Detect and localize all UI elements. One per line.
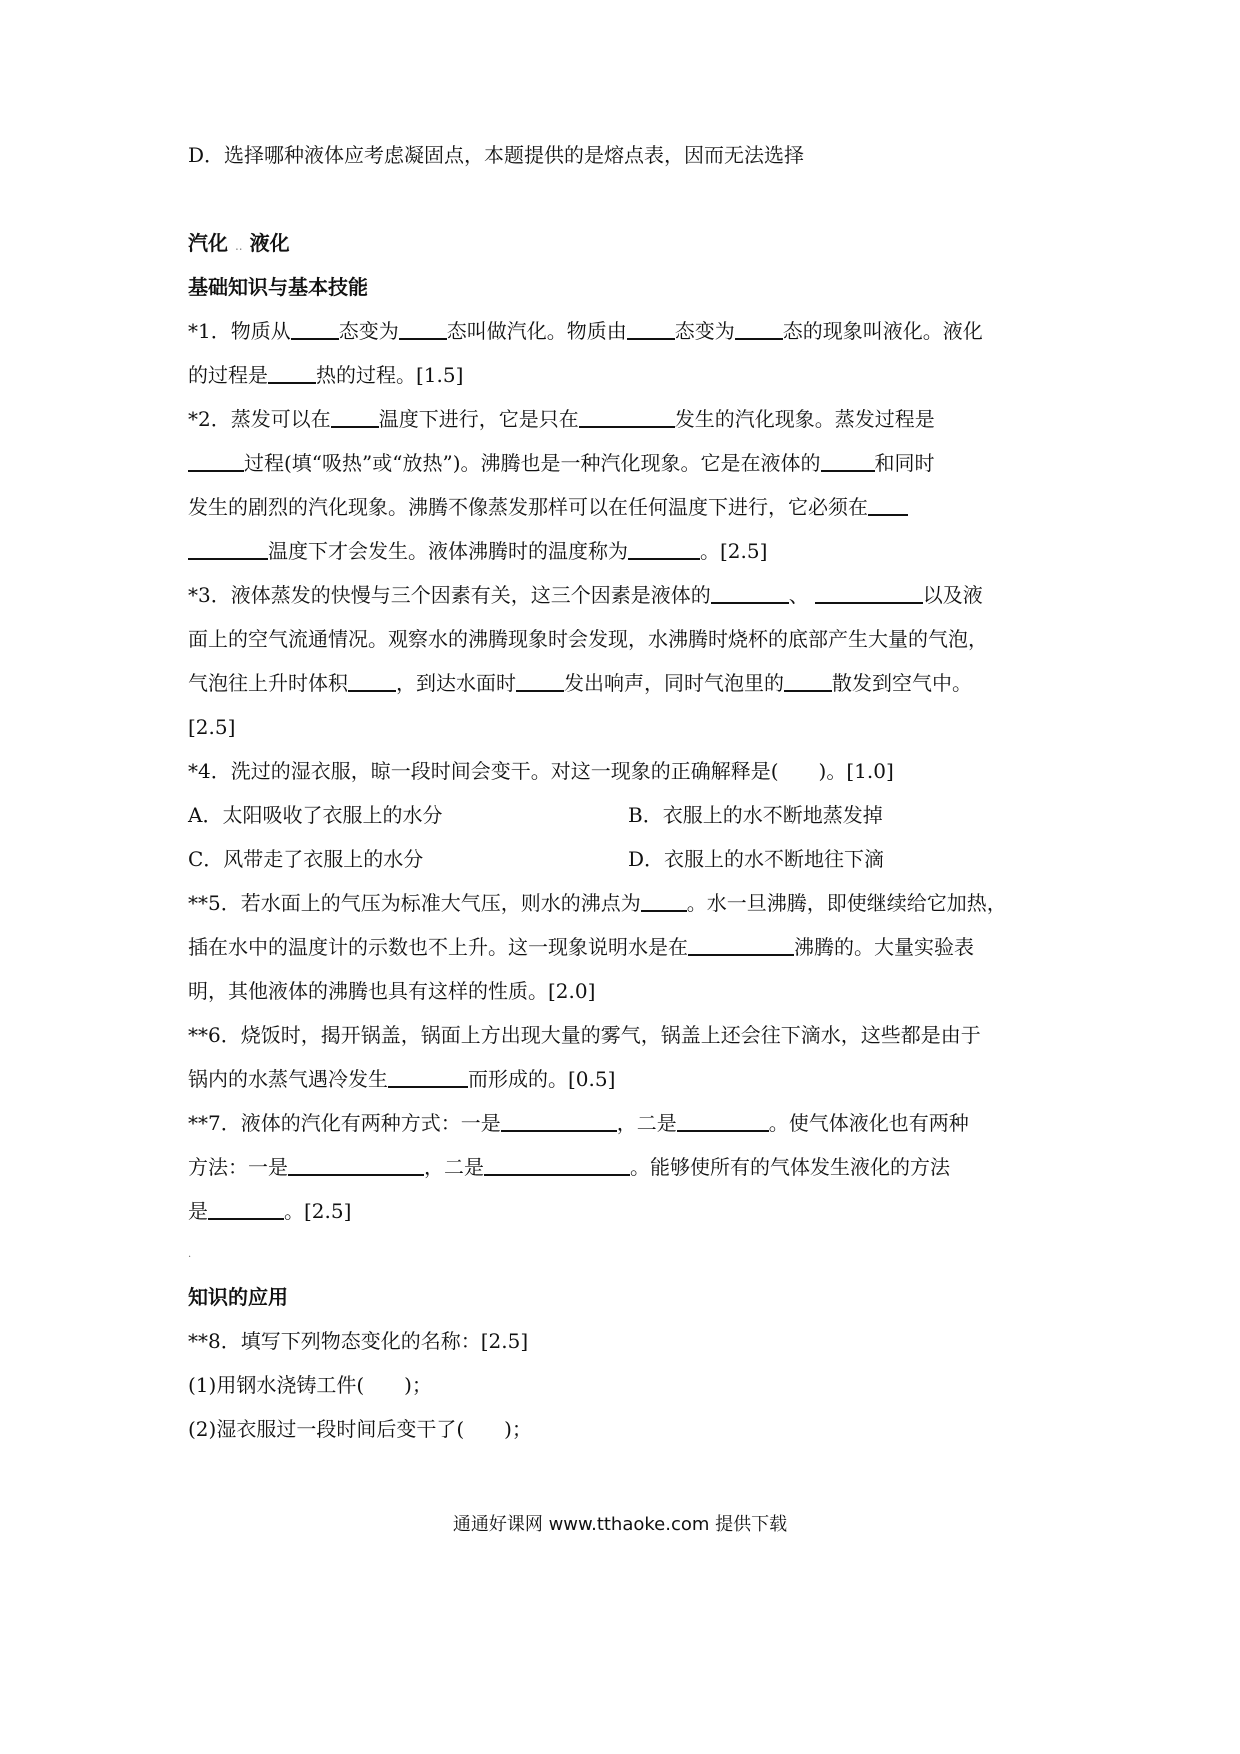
text-segment: [2.5]: [188, 715, 236, 739]
text-segment: 插在水中的温度计的示数也不上升。这一现象说明水是在: [188, 935, 688, 959]
answer-blank[interactable]: [331, 406, 379, 428]
text-segment: 发出响声，同时气泡里的: [564, 671, 784, 695]
text-segment: 。[2.5]: [700, 539, 768, 563]
answer-blank[interactable]: [579, 406, 675, 428]
question-8-item-2: [188, 1414, 532, 1444]
text-segment: *4．洗过的湿衣服，晾一段时间会变干。对这一现象的正确解释是( )。[1.0]: [188, 759, 894, 783]
answer-blank[interactable]: [288, 1154, 424, 1176]
text-segment: 沸腾的。大量实验表: [794, 935, 974, 959]
subsection-title-basic: [188, 272, 368, 302]
question-4-options-row-1: [188, 800, 1088, 830]
question-2-line-3: [188, 492, 908, 522]
page-footer: [0, 1510, 1240, 1536]
question-7-line-1: [188, 1108, 969, 1138]
question-5-line-1: [188, 888, 1007, 918]
question-5-line-2: [188, 932, 974, 962]
text-segment: 态变为: [338, 319, 399, 343]
question-1-line-2: [188, 360, 463, 390]
question-4-options-row-2: [188, 844, 1088, 874]
answer-blank[interactable]: [627, 318, 675, 340]
answer-blank[interactable]: [688, 934, 794, 956]
text-segment: 热的过程。[1.5]: [316, 363, 464, 387]
question-7-line-3: [188, 1196, 351, 1226]
question-5-line-3: [188, 976, 595, 1006]
text-segment: *2．蒸发可以在: [188, 407, 331, 431]
text-segment: 明，其他液体的沸腾也具有这样的性质。[2.0]: [188, 979, 596, 1003]
answer-blank[interactable]: [291, 318, 339, 340]
answer-blank[interactable]: [208, 1198, 284, 1220]
text-segment: 态变为: [674, 319, 735, 343]
answer-blank[interactable]: [784, 670, 832, 692]
subsection-text: 知识的应用: [188, 1285, 288, 1309]
section-title-part: 液化: [249, 231, 290, 255]
text-segment: .: [188, 1249, 192, 1260]
question-2-line-4: [188, 536, 767, 566]
text-segment: 锅内的水蒸气遇冷发生: [188, 1067, 388, 1091]
text-segment: 。[2.5]: [284, 1199, 352, 1223]
question-8-stem: [188, 1326, 528, 1356]
option-d[interactable]: D．衣服上的水不断地往下滴: [628, 847, 885, 871]
text-segment: 、: [788, 583, 809, 607]
question-2-line-1: [188, 404, 935, 434]
answer-blank[interactable]: [388, 1066, 468, 1088]
text-segment: **7．液体的汽化有两种方式：一是: [188, 1111, 501, 1135]
text-segment: 。水一旦沸腾，即使继续给它加热，: [686, 891, 1007, 915]
text-segment: 。使气体液化也有两种: [768, 1111, 969, 1135]
answer-blank[interactable]: [516, 670, 564, 692]
question-6-line-2: [188, 1064, 615, 1094]
question-1-line-1: [188, 316, 983, 346]
text-segment: 发生的汽化现象。蒸发过程是: [674, 407, 935, 431]
answer-blank[interactable]: [868, 494, 908, 516]
text-segment: 和同时: [874, 451, 935, 475]
answer-blank[interactable]: [484, 1154, 630, 1176]
text-segment: 温度下进行，它是只在: [378, 407, 579, 431]
answer-blank[interactable]: [821, 450, 875, 472]
text-segment: **5．若水面上的气压为标准大气压，则水的沸点为: [188, 891, 641, 915]
option-text: D．选择哪种液体应考虑凝固点，本题提供的是熔点表，因而无法选择: [188, 143, 805, 167]
answer-blank[interactable]: [628, 538, 700, 560]
text-segment: 态叫做汽化。物质由: [446, 319, 627, 343]
answer-blank[interactable]: [501, 1110, 617, 1132]
section-title-part: 汽化: [188, 231, 228, 255]
question-3-line-1: [188, 580, 983, 610]
text-segment: *1．物质从: [188, 319, 291, 343]
text-segment: 的过程是: [188, 363, 268, 387]
question-3-line-3: [188, 668, 972, 698]
text-segment: 过程(填“吸热”或“放热”)。沸腾也是一种汽化现象。它是在液体的: [244, 451, 821, 475]
question-7-line-2: [188, 1152, 950, 1182]
section-title-dots: ..: [234, 239, 243, 253]
text-segment: 以及液: [922, 583, 983, 607]
text-segment: 而形成的。[0.5]: [468, 1067, 616, 1091]
answer-blank[interactable]: [348, 670, 396, 692]
text-segment: 方法：一是: [188, 1155, 288, 1179]
text-segment: 面上的空气流通情况。观察水的沸腾现象时会发现，水沸腾时烧杯的底部产生大量的气泡，: [188, 627, 988, 651]
text-segment: **8．填写下列物态变化的名称：[2.5]: [188, 1329, 529, 1353]
question-3-line-2: [188, 624, 988, 654]
stray-mark: [188, 1240, 191, 1270]
question-6-line-1: [188, 1020, 981, 1050]
text-segment: 是: [188, 1199, 208, 1223]
text-segment: ，到达水面时: [396, 671, 516, 695]
answer-blank[interactable]: [268, 362, 316, 384]
text-segment: 发生的剧烈的汽化现象。沸腾不像蒸发那样可以在任何温度下进行，它必须在: [188, 495, 868, 519]
subsection-text: 基础知识与基本技能: [188, 275, 368, 299]
text-segment: (1)用钢水浇铸工件( )；: [188, 1373, 432, 1397]
answer-blank[interactable]: [399, 318, 447, 340]
answer-blank[interactable]: [641, 890, 687, 912]
option-d-previous: [188, 140, 804, 170]
answer-blank[interactable]: [711, 582, 789, 604]
text-segment: 散发到空气中。: [832, 671, 972, 695]
option-a[interactable]: A．太阳吸收了衣服上的水分: [188, 803, 443, 827]
option-c[interactable]: C．风带走了衣服上的水分: [188, 847, 424, 871]
answer-blank[interactable]: [188, 538, 268, 560]
answer-blank[interactable]: [677, 1110, 769, 1132]
text-segment: 气泡往上升时体积: [188, 671, 348, 695]
answer-blank[interactable]: [815, 582, 923, 604]
subsection-title-apply: [188, 1282, 288, 1312]
text-segment: ，二是: [424, 1155, 484, 1179]
section-title: [188, 228, 290, 261]
question-8-item-1: [188, 1370, 432, 1400]
text-segment: 温度下才会发生。液体沸腾时的温度称为: [268, 539, 628, 563]
question-4-stem: [188, 756, 894, 786]
option-b[interactable]: B．衣服上的水不断地蒸发掉: [628, 803, 883, 827]
footer-text: 通通好课网 www.tthaoke.com 提供下载: [452, 1514, 788, 1535]
answer-blank[interactable]: [735, 318, 783, 340]
text-segment: 。能够使所有的气体发生液化的方法: [630, 1155, 950, 1179]
question-2-line-2: [188, 448, 935, 478]
answer-blank[interactable]: [188, 450, 244, 472]
text-segment: **6．烧饭时，揭开锅盖，锅面上方出现大量的雾气，锅盖上还会往下滴水，这些都是由于: [188, 1023, 981, 1047]
text-segment: (2)湿衣服过一段时间后变干了( )；: [188, 1417, 532, 1441]
text-segment: *3．液体蒸发的快慢与三个因素有关，这三个因素是液体的: [188, 583, 711, 607]
question-3-line-4: [188, 712, 235, 742]
text-segment: 态的现象叫液化。液化: [782, 319, 983, 343]
text-segment: ，二是: [616, 1111, 677, 1135]
